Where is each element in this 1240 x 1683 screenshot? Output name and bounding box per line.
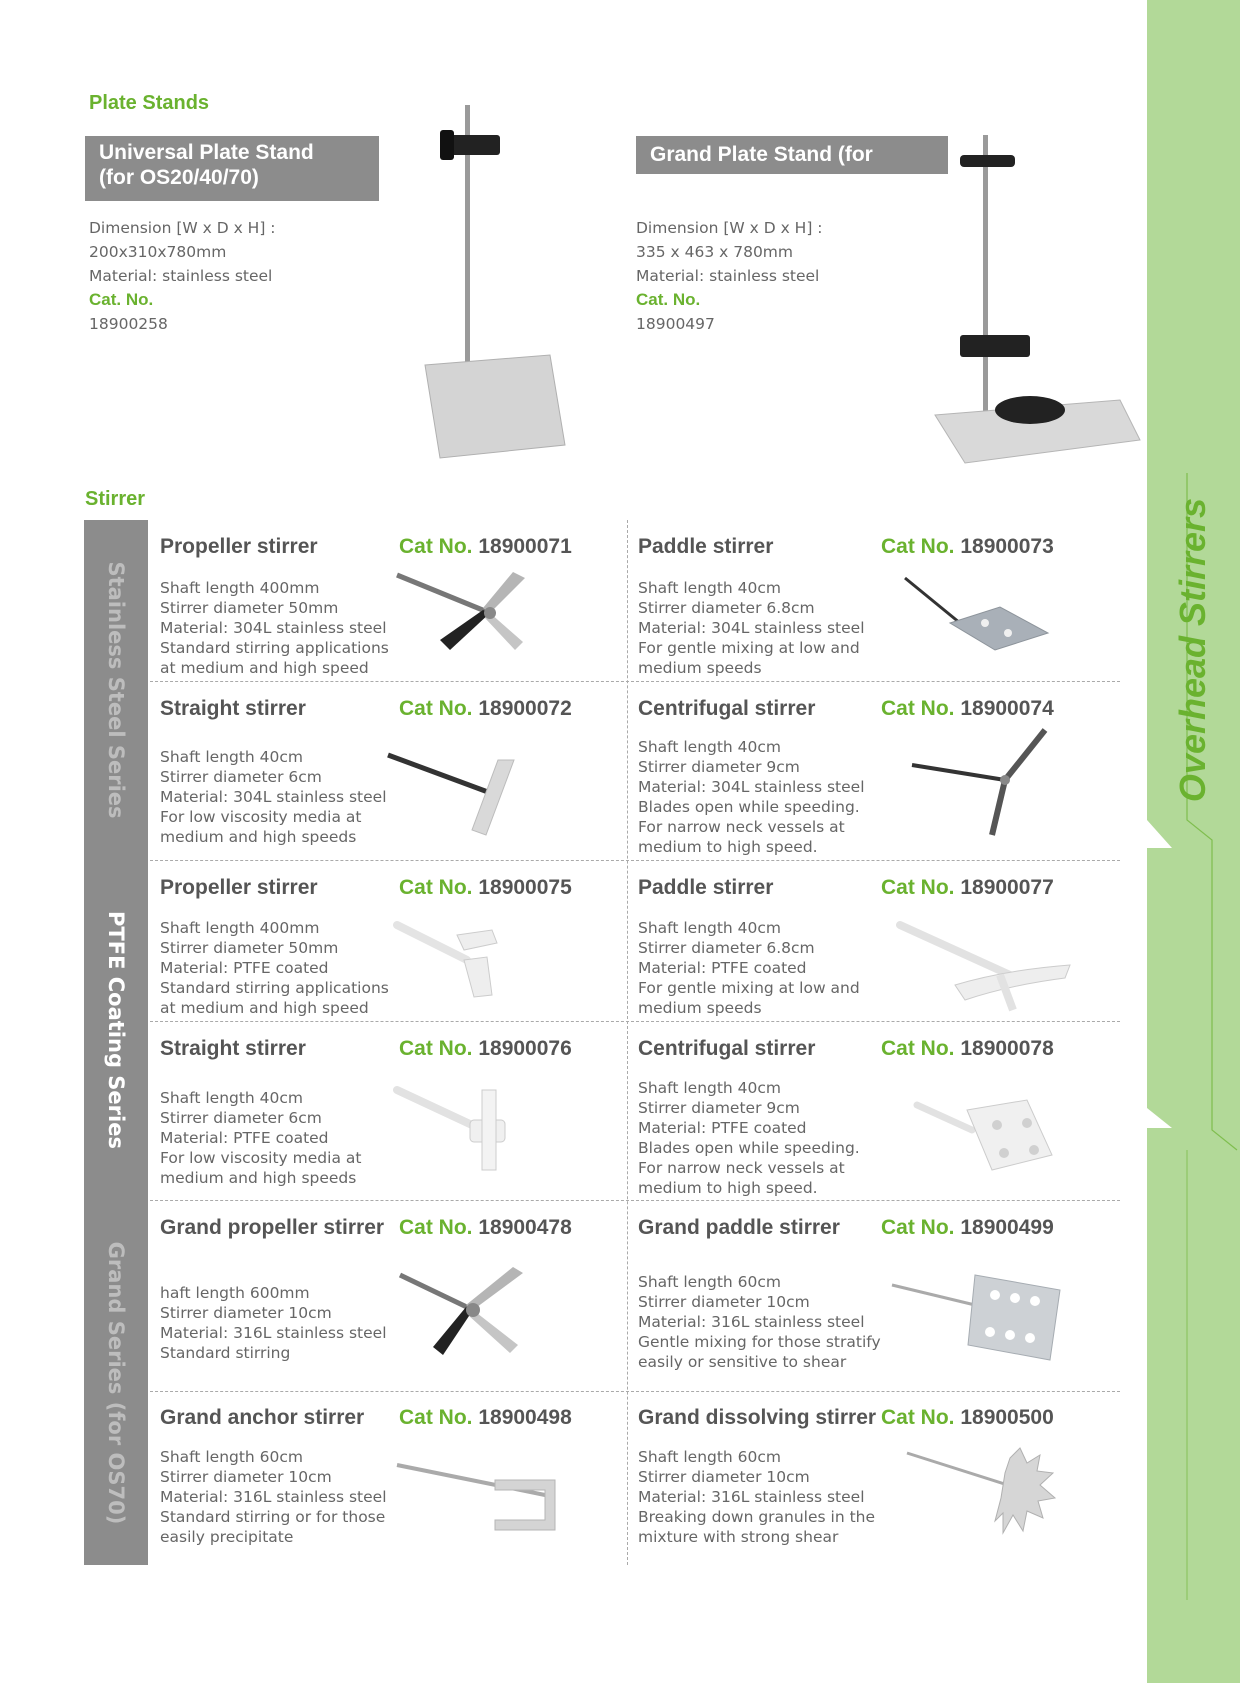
straight-stirrer-ptfe-image [392, 1080, 537, 1180]
item-cat: Cat No. 18900071 [399, 535, 572, 558]
universal-material: Material: stainless steel [89, 267, 273, 285]
centrifugal-stirrer-ptfe-image [912, 1085, 1057, 1185]
item-specs: Shaft length 60cm Stirrer diameter 10cm Material: 316L stainless steel Breaking down granules in the mixture with strong shear [638, 1448, 876, 1546]
column-divider [627, 520, 628, 1565]
item-specs: Shaft length 60cm Stirrer diameter 10cm Material: 316L stainless steel Gentle mixing for those stratify easily or sensitive to shear [638, 1273, 881, 1371]
grand-material: Material: stainless steel [636, 267, 820, 285]
universal-cat-label: Cat. No. [89, 290, 154, 309]
series-stainless-steel: Stainless Steel Series [84, 520, 148, 860]
item-specs: Shaft length 40cm Stirrer diameter 6.8cm Material: PTFE coated For gentle mixing at low and medium speeds [638, 919, 860, 1017]
row-divider [150, 860, 1120, 861]
universal-title-line2: (for OS20/40/70) [99, 166, 259, 189]
item-cat: Cat No. 18900075 [399, 876, 572, 899]
item-specs: Shaft length 400mm Stirrer diameter 50mm Material: PTFE coated Standard stirring applications at medium and high speed [160, 919, 389, 1017]
item-name: Centrifugal stirrer [638, 697, 816, 720]
item-name: Paddle stirrer [638, 876, 774, 899]
item-name: Grand propeller stirrer [160, 1216, 385, 1239]
paddle-stirrer-ptfe-image [895, 910, 1080, 1020]
universal-stand-title [85, 136, 379, 201]
item-cat: Cat No. 18900076 [399, 1037, 572, 1060]
series-ptfe-coating: PTFE Coating Series [84, 860, 148, 1200]
stirrer-heading: Stirrer [85, 488, 146, 510]
propeller-stirrer-steel-image [395, 570, 535, 660]
item-specs: Shaft length 40cm Stirrer diameter 6.8cm Material: 304L stainless steel For gentle mixing at low and medium speeds [638, 579, 865, 677]
grand-paddle-stirrer-image [890, 1270, 1070, 1365]
item-cat: Cat No. 18900078 [881, 1037, 1054, 1060]
item-specs: Shaft length 40cm Stirrer diameter 6cm Material: 304L stainless steel For low viscosity media at medium and high speeds [160, 748, 387, 846]
series-grand: Grand Series (for OS70) [84, 1200, 148, 1565]
straight-stirrer-steel-image [386, 740, 536, 840]
grand-stand-title: Grand Plate Stand (for OS70) [636, 136, 948, 174]
grand-stand-specs [636, 216, 823, 336]
grand-dimension-value: 335 x 463 x 780mm [636, 243, 794, 261]
item-name: Propeller stirrer [160, 535, 318, 558]
item-specs: Shaft length 40cm Stirrer diameter 6cm Material: PTFE coated For low viscosity media at medium and high speeds [160, 1089, 362, 1187]
sidebar-title: Overhead Stirrers [1172, 497, 1213, 803]
row-divider [150, 681, 1120, 682]
item-name: Centrifugal stirrer [638, 1037, 816, 1060]
item-cat: Cat No. 18900500 [881, 1406, 1054, 1429]
grand-dimension-label: Dimension [W x D x H] : [636, 219, 823, 237]
universal-cat-value: 18900258 [89, 315, 168, 333]
row-divider [150, 1391, 1120, 1392]
item-specs: Shaft length 400mm Stirrer diameter 50mm Material: 304L stainless steel Standard stirring applications at medium and high speed [160, 579, 389, 677]
universal-dimension-label: Dimension [W x D x H] : [89, 219, 276, 237]
grand-cat-label: Cat. No. [636, 290, 701, 309]
plate-stands-heading: Plate Stands [89, 92, 210, 114]
item-cat: Cat No. 18900074 [881, 697, 1054, 720]
item-cat: Cat No. 18900073 [881, 535, 1054, 558]
item-name: Grand paddle stirrer [638, 1216, 840, 1239]
item-cat: Cat No. 18900499 [881, 1216, 1054, 1239]
item-name: Straight stirrer [160, 697, 306, 720]
grand-plate-stand-image [930, 130, 1145, 470]
row-divider [150, 1021, 1120, 1022]
item-name: Straight stirrer [160, 1037, 306, 1060]
item-specs: haft length 600mm Stirrer diameter 10cm Material: 316L stainless steel Standard stirring [160, 1284, 387, 1362]
centrifugal-stirrer-steel-image [910, 725, 1055, 840]
item-cat: Cat No. 18900077 [881, 876, 1054, 899]
paddle-stirrer-steel-image [900, 575, 1050, 665]
item-specs: Shaft length 60cm Stirrer diameter 10cm Material: 316L stainless steel Standard stirring or for those easily precipitate [160, 1448, 387, 1546]
item-name: Grand dissolving stirrer [638, 1406, 877, 1429]
universal-dimension-value: 200x310x780mm [89, 243, 227, 261]
item-cat: Cat No. 18900072 [399, 697, 572, 720]
universal-title-line1: Universal Plate Stand [99, 141, 314, 164]
item-name: Grand anchor stirrer [160, 1406, 365, 1429]
grand-dissolving-stirrer-image [905, 1443, 1065, 1548]
propeller-stirrer-ptfe-image [392, 915, 537, 1005]
grand-propeller-stirrer-image [398, 1265, 538, 1360]
row-divider [150, 1200, 1120, 1201]
universal-plate-stand-image [405, 100, 585, 460]
item-cat: Cat No. 18900498 [399, 1406, 572, 1429]
item-specs: Shaft length 40cm Stirrer diameter 9cm Material: PTFE coated Blades open while speeding. For narrow neck vessels at medium to high speed. [638, 1079, 860, 1197]
item-name: Propeller stirrer [160, 876, 318, 899]
item-name: Paddle stirrer [638, 535, 774, 558]
item-specs: Shaft length 40cm Stirrer diameter 9cm Material: 304L stainless steel Blades open while speeding. For narrow neck vessels at medium to high speed. [638, 738, 865, 856]
grand-anchor-stirrer-image [395, 1460, 565, 1540]
item-cat: Cat No. 18900478 [399, 1216, 572, 1239]
grand-cat-value: 18900497 [636, 315, 715, 333]
universal-stand-specs [89, 216, 276, 336]
